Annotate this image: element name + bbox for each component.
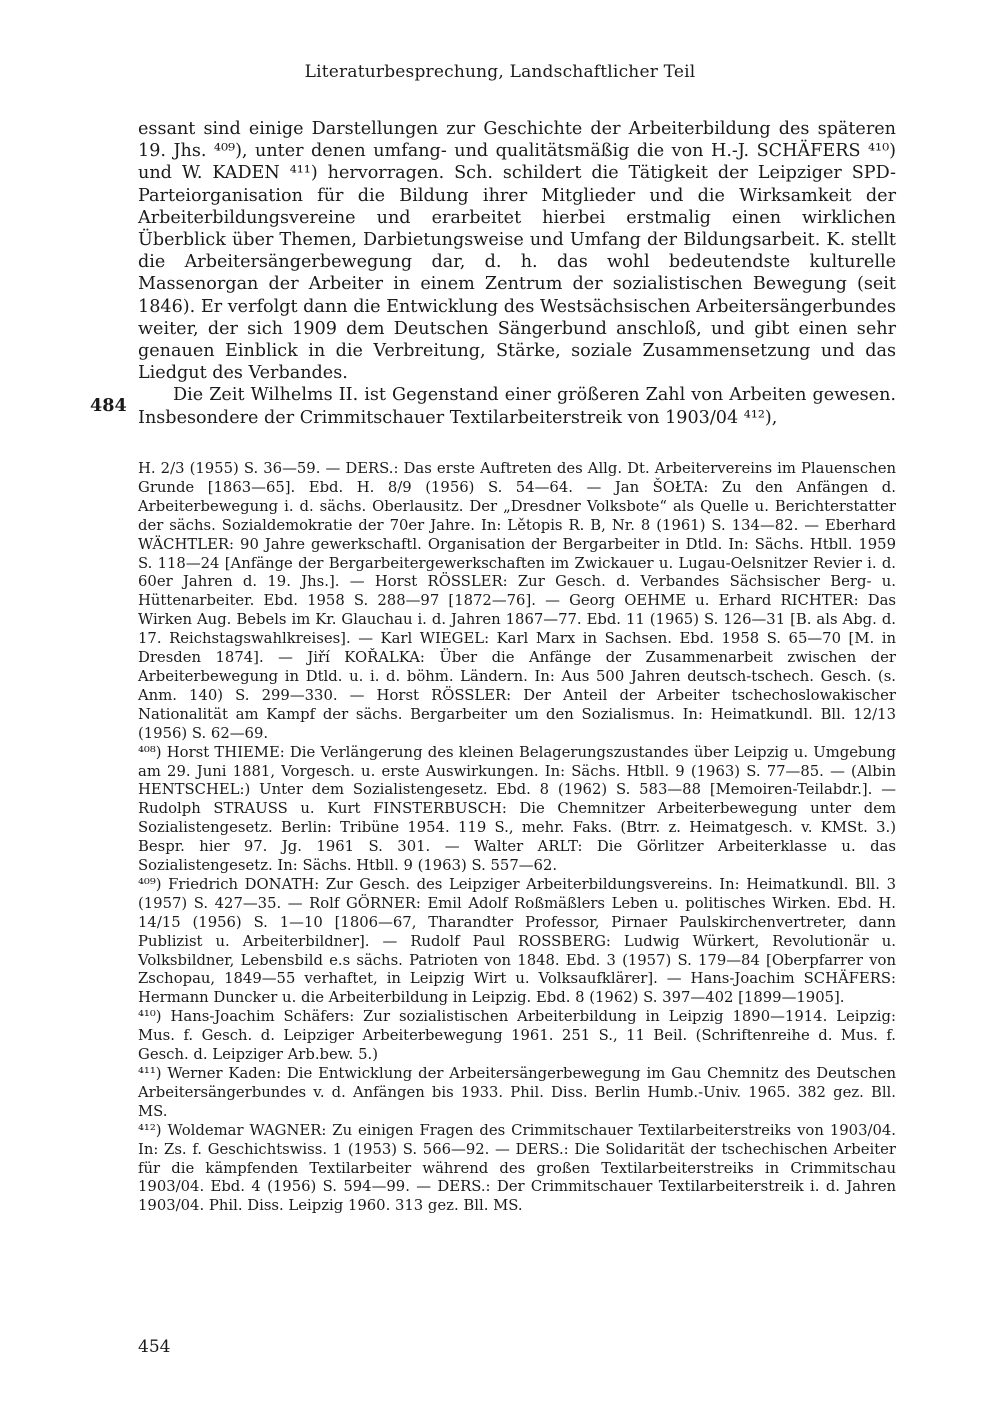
footnotes bbox=[138, 460, 896, 1216]
footnote-continued: H. 2/3 (1955) S. 36—59. — DERS.: Das erste Auftreten des Allg. Dt. Arbeitervereins im Plauenschen Grunde [1863—65]. Ebd. H. 8/9 (1956) S. 54—64. — Jan ŠOŁTA: Zu den Anfängen d. Arbeiterbewegung i. d. sächs. Oberlausitz. Der „Dresdner Volksbote“ als Quelle u. Berichterstatter der sächs. Sozialdemokratie der 70er Jahre. In: Lětopis R. B, Nr. 8 (1961) S. 134—82. — Eberhard WÄCHTLER: 90 Jahre gewerkschaftl. Organisation der Bergarbeiter in Dtld. In: Sächs. Htbll. 1959 S. 118—24 [Anfänge der Bergarbeitergewerkschaften im Zwickauer u. Lugau-Oelsnitzer Revier i. d. 60er Jahren d. 19. Jhs.]. — Horst RÖSSLER: Zur Gesch. d. Verbandes Sächsischer Berg- u. Hüttenarbeiter. Ebd. 1958 S. 288—97 [1872—76]. — Georg OEHME u. Erhard RICHTER: Das Wirken Aug. Bebels im Kr. Glauchau i. d. Jahren 1867—77. Ebd. 11 (1965) S. 126—31 [B. als Abg. d. 17. Reichstagswahlkreises]. — Karl WIEGEL: Karl Marx in Sachsen. Ebd. 1958 S. 65—70 [M. in Dresden 1874]. — Jiří KOŘALKA: Über die Anfänge der Zusammenarbeit zwischen der Arbeiterbewegung in Dtld. u. i. d. böhm. Ländern. In: Aus 500 Jahren deutsch-tschech. Gesch. (s. Anm. 140) S. 299—330. — Horst RÖSSLER: Der Anteil der Arbeiter tschechoslowakischer Nationalität am Kampf der sächs. Bergarbeiter um den Sozialismus. In: Heimatkundl. Bll. 12/13 (1956) S. 62—69. bbox=[138, 460, 896, 742]
footnote-409: ⁴⁰⁹) Friedrich DONATH: Zur Gesch. des Leipziger Arbeiterbildungsvereins. In: Heimatkundl. Bll. 3 (1957) S. 427—35. — Rolf GÖRNER: Emil Adolf Roßmäßlers Leben u. politisches Wirken. Ebd. H. 14/15 (1956) S. 1—10 [1806—67, Tharandter Professor, Pirnaer Paulskirchenvertreter, dann Publizist u. Arbeiterbildner]. — Rudolf Paul ROSSBERG: Ludwig Würkert, Revolutionär u. Volksbildner, Lebensbild e.s sächs. Patrioten von 1848. Ebd. 3 (1957) S. 179—84 [Oberpfarrer von Zschopau, 1849—55 verhaftet, in Leipzig Wirt u. Volksaufklärer]. — Hans-Joachim SCHÄFERS: Hermann Duncker u. die Arbeiterbildung in Leipzig. Ebd. 8 (1962) S. 397—402 [1899—1905]. bbox=[138, 875, 896, 1007]
footnote-411: ⁴¹¹) Werner Kaden: Die Entwicklung der Arbeitersängerbewegung im Gau Chemnitz des Deutschen Arbeitersängerbundes v. d. Anfängen bis 1933. Phil. Diss. Berlin Humb.-Univ. 1965. 382 gez. Bll. MS. bbox=[138, 1065, 896, 1120]
running-header: Literaturbesprechung, Landschaftlicher Teil bbox=[304, 62, 696, 82]
footnote-412: ⁴¹²) Woldemar WAGNER: Zu einigen Fragen des Crimmitschauer Textilarbeiterstreiks von 1903/04. In: Zs. f. Geschichtswiss. 1 (1953) S. 566—92. — DERS.: Die Solidarität der tschechischen Arbeiter für die kämpfenden Textilarbeiter während des großen Textilarbeiterstreiks in Crimmitschau 1903/04. Ebd. 4 (1956) S. 594—99. — DERS.: Der Crimmitschauer Textilarbeiterstreik i. d. Jahren 1903/04. Phil. Diss. Leipzig 1960. 313 gez. Bll. MS. bbox=[138, 1121, 896, 1215]
paragraph-484: Die Zeit Wilhelms II. ist Gegenstand einer größeren Zahl von Arbeiten gewesen. Insbesondere der Crimmitschauer Textilarbeiterstreik von 1903/04 ⁴¹²), bbox=[138, 385, 896, 428]
page-number: 454 bbox=[138, 1337, 171, 1357]
main-text bbox=[138, 118, 896, 429]
marginal-number: 484 bbox=[90, 395, 127, 416]
paragraph-continued: essant sind einige Darstellungen zur Geschichte der Arbeiterbildung des späteren 19. Jhs. ⁴⁰⁹), unter denen umfang- und qualitätsmäßig die von H.-J. SCHÄFERS ⁴¹⁰) und W. KADEN ⁴¹¹) hervorragen. Sch. schildert die Tätigkeit der Leipziger SPD-Parteiorganisation für die Bildung ihrer Mitglieder und die Wirksamkeit der Arbeiterbildungsvereine und erarbeitet hierbei erstmalig einen wirklichen Überblick über Themen, Darbietungsweise und Umfang der Bildungsarbeit. K. stellt die Arbeitersängerbewegung dar, d. h. das wohl bedeutendste kulturelle Massenorgan der Arbeiter in einem Zentrum der sozialistischen Bewegung (seit 1846). Er verfolgt dann die Entwicklung des Westsächsischen Arbeitersängerbundes weiter, der sich 1909 dem Deutschen Sängerbund anschloß, und gibt einen sehr genauen Einblick in die Verbreitung, Stärke, soziale Zusammensetzung und das Liedgut des Verbandes. bbox=[138, 119, 896, 384]
footnote-408: ⁴⁰⁸) Horst THIEME: Die Verlängerung des kleinen Belagerungszustandes über Leipzig u. Umgebung am 29. Juni 1881, Vorgesch. u. erste Auswirkungen. In: Sächs. Htbll. 9 (1963) S. 77—85. — (Albin HENTSCHEL:) Unter dem Sozialistengesetz. Ebd. 8 (1962) S. 583—88 [Memoiren-Teilabdr.]. — Rudolph STRAUSS u. Kurt FINSTERBUSCH: Die Chemnitzer Arbeiterbewegung unter dem Sozialistengesetz. Berlin: Tribüne 1954. 119 S., mehr. Faks. (Btrr. z. Heimatgesch. v. KMSt. 3.) Bespr. hier 97. Jg. 1961 S. 301. — Walter ARLT: Die Görlitzer Arbeiterklasse u. das Sozialistengesetz. In: Sächs. Htbll. 9 (1963) S. 557—62. bbox=[138, 743, 896, 875]
footnote-410: ⁴¹⁰) Hans-Joachim Schäfers: Zur sozialistischen Arbeiterbildung in Leipzig 1890—1914. Leipzig: Mus. f. Gesch. d. Leipziger Arbeiterbewegung 1961. 251 S., 11 Beil. (Schriftenreihe d. Mus. f. Gesch. d. Leipziger Arb.bew. 5.) bbox=[138, 1008, 896, 1064]
